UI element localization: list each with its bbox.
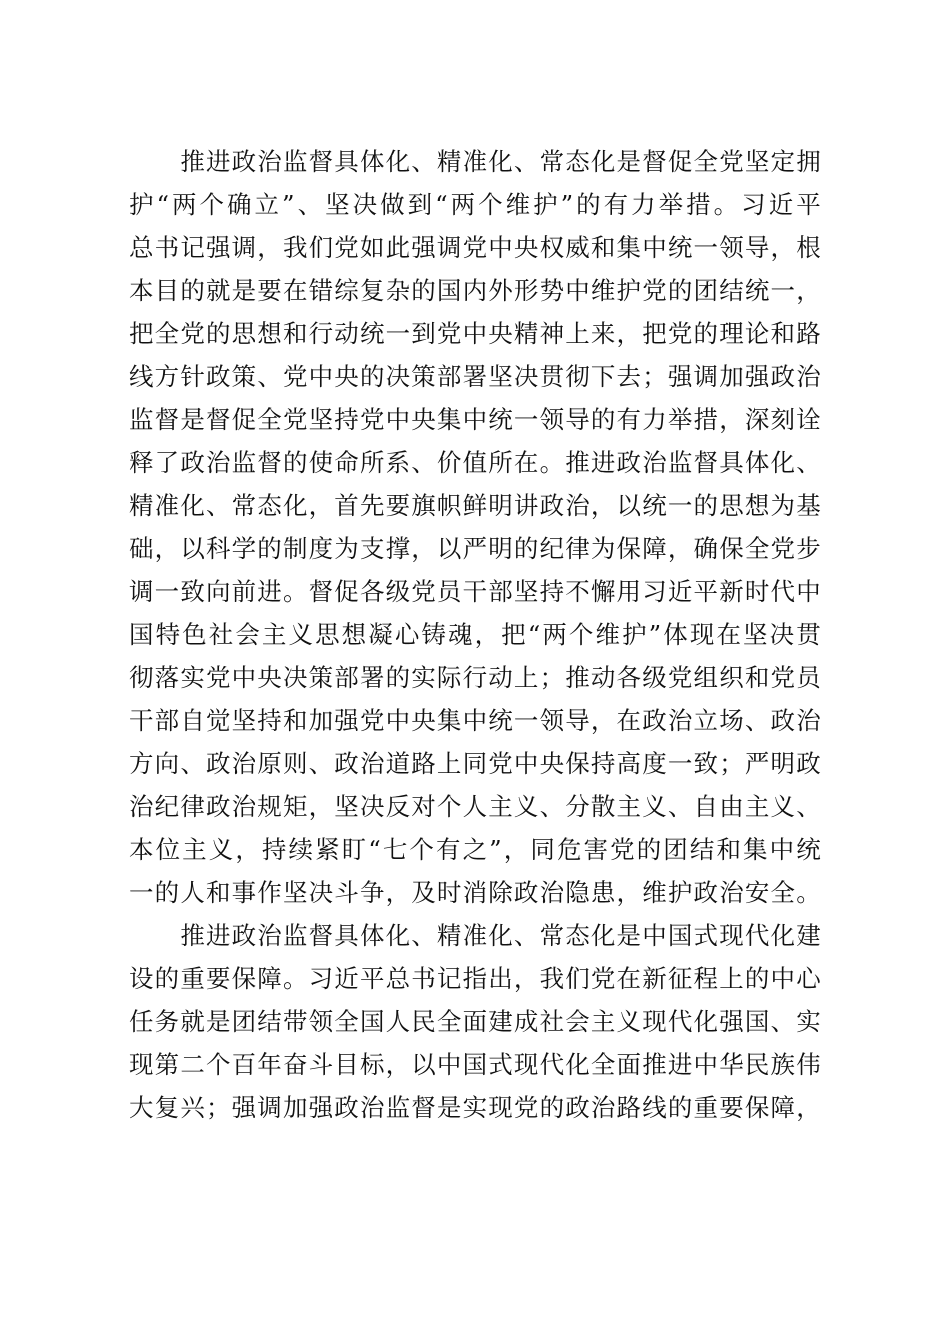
text-line: 线方针政策、党中央的决策部署坚决贯彻下去；强调加强政治 — [129, 362, 821, 391]
text-line: 任务就是团结带领全国人民全面建成社会主义现代化强国、实 — [129, 1007, 821, 1036]
text-line: 推进政治监督具体化、精准化、常态化是督促全党坚定拥 — [129, 147, 821, 176]
text-line: 一的人和事作坚决斗争，及时消除政治隐患，维护政治安全。 — [129, 878, 821, 907]
text-line: 础，以科学的制度为支撑，以严明的纪律为保障，确保全党步 — [129, 534, 821, 563]
text-line: 护“两个确立”、坚决做到“两个维护”的有力举措。习近平 — [129, 190, 821, 219]
text-line: 调一致向前进。督促各级党员干部坚持不懈用习近平新时代中 — [129, 577, 821, 606]
text-line: 方向、政治原则、政治道路上同党中央保持高度一致；严明政 — [129, 749, 821, 778]
text-line: 彻落实党中央决策部署的实际行动上；推动各级党组织和党员 — [129, 663, 821, 692]
paragraph — [129, 140, 821, 914]
document-body — [129, 140, 821, 1129]
text-line: 把全党的思想和行动统一到党中央精神上来，把党的理论和路 — [129, 319, 821, 348]
text-line: 大复兴；强调加强政治监督是实现党的政治路线的重要保障， — [129, 1093, 821, 1122]
text-line: 国特色社会主义思想凝心铸魂，把“两个维护”体现在坚决贯 — [129, 620, 821, 649]
text-line: 精准化、常态化，首先要旗帜鲜明讲政治，以统一的思想为基 — [129, 491, 821, 520]
text-line: 本位主义，持续紧盯“七个有之”，同危害党的团结和集中统 — [129, 835, 821, 864]
text-line: 总书记强调，我们党如此强调党中央权威和集中统一领导，根 — [129, 233, 821, 262]
text-line: 设的重要保障。习近平总书记指出，我们党在新征程上的中心 — [129, 964, 821, 993]
text-line: 治纪律政治规矩，坚决反对个人主义、分散主义、自由主义、 — [129, 792, 821, 821]
text-line: 干部自觉坚持和加强党中央集中统一领导，在政治立场、政治 — [129, 706, 821, 735]
text-line: 现第二个百年奋斗目标，以中国式现代化全面推进中华民族伟 — [129, 1050, 821, 1079]
text-line: 释了政治监督的使命所系、价值所在。推进政治监督具体化、 — [129, 448, 821, 477]
text-line: 推进政治监督具体化、精准化、常态化是中国式现代化建 — [129, 921, 821, 950]
paragraph — [129, 914, 821, 1129]
text-line: 监督是督促全党坚持党中央集中统一领导的有力举措，深刻诠 — [129, 405, 821, 434]
text-line: 本目的就是要在错综复杂的国内外形势中维护党的团结统一， — [129, 276, 821, 305]
